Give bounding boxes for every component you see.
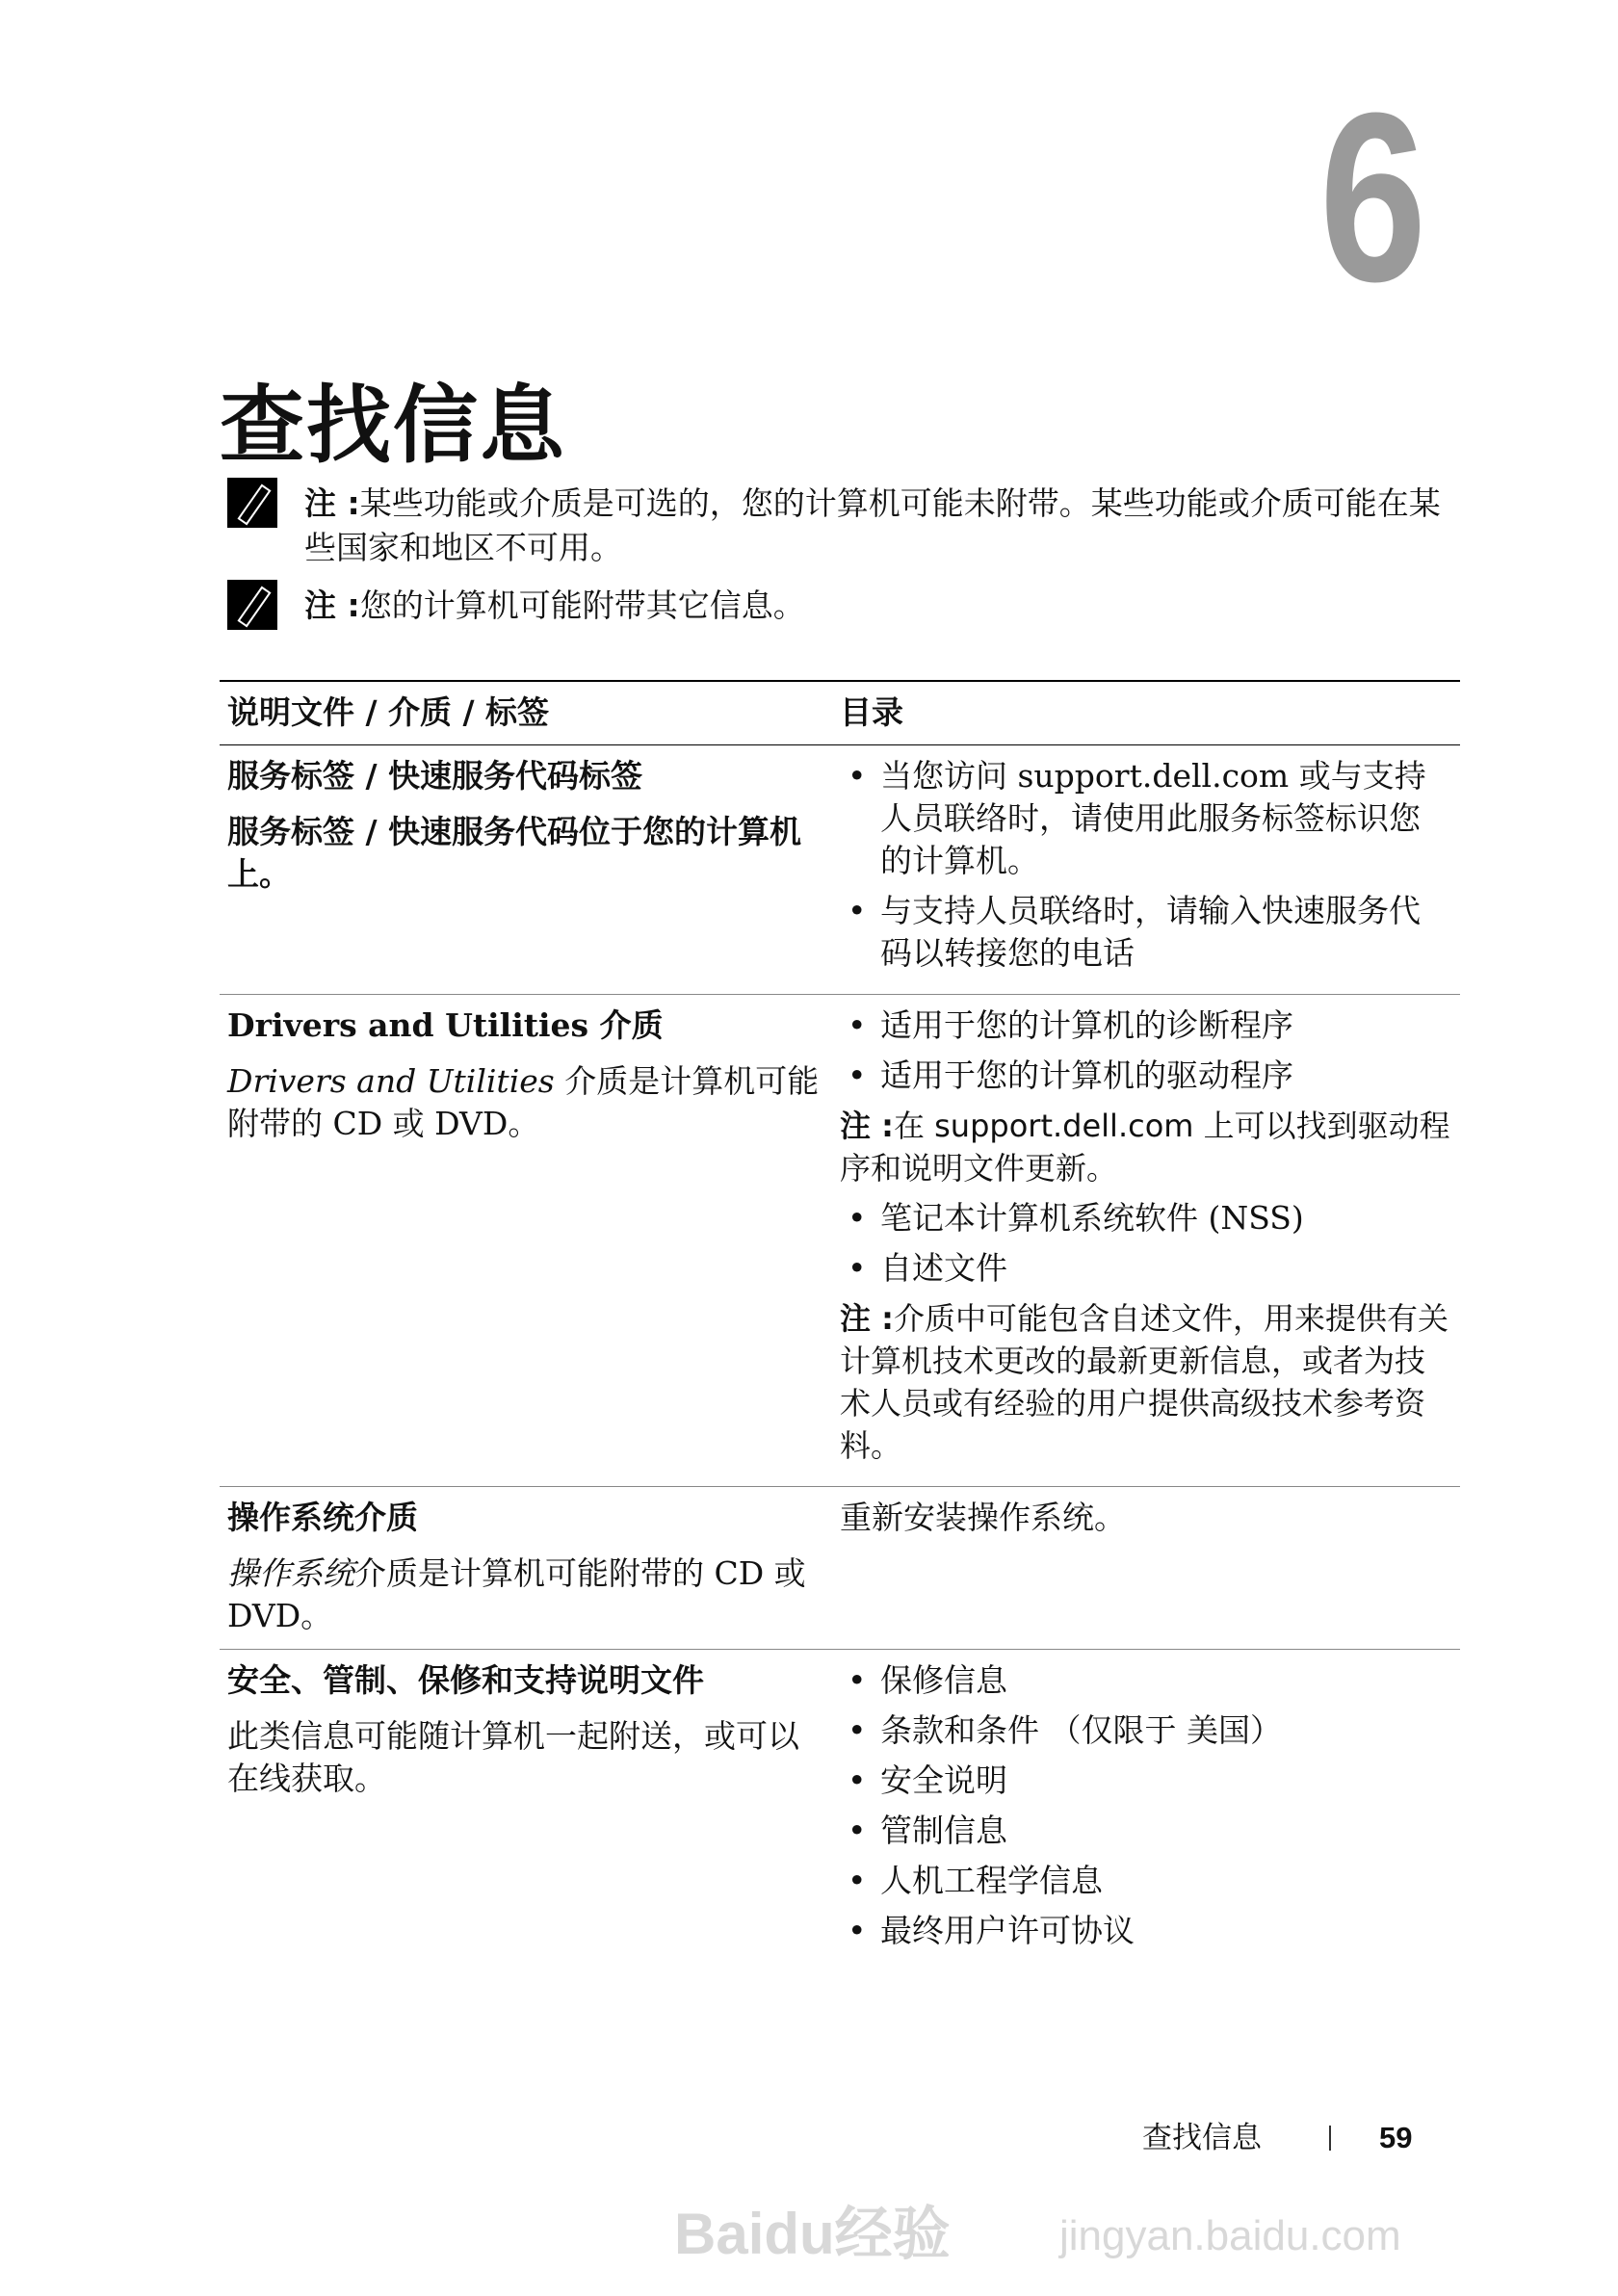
- row-desc: 介质是计算机可能附带的 CD 或 DVD。: [227, 1062, 820, 1142]
- note-text: 某些功能或介质是可选的，您的计算机可能未附带。某些功能或介质可能在某些国家和地区不可用。: [304, 484, 1441, 566]
- page-footer: [1142, 2119, 1412, 2157]
- note-text: 介质中可能包含自述文件，用来提供有关计算机技术更改的最新更新信息，或者为技术人员或有经验的用户提供高级技术参考资料。: [840, 1300, 1448, 1464]
- page-number: 59: [1379, 2121, 1413, 2154]
- pencil-note-icon: [227, 580, 277, 630]
- table-row: [220, 1650, 1460, 1971]
- note-text: 您的计算机可能附带其它信息。: [359, 587, 805, 624]
- list-item: • 适用于您的计算机的驱动程序: [840, 1055, 1450, 1097]
- note-text: 在 support.dell.com 上可以找到驱动程序和说明文件更新。: [840, 1108, 1450, 1187]
- watermark-logo: Baidu经验: [674, 2202, 951, 2266]
- row-desc-italic: 操作系统: [227, 1554, 354, 1592]
- header-cell: 目录: [840, 693, 903, 731]
- info-table: [220, 680, 1460, 1971]
- list-item: • 人机工程学信息: [840, 1860, 1450, 1902]
- note-label: 注 :: [304, 484, 360, 522]
- chapter-number: 6: [1319, 63, 1427, 331]
- row-title: 安全、管制、保修和支持说明文件: [227, 1661, 704, 1699]
- list-item: • 笔记本计算机系统软件 (NSS): [840, 1197, 1450, 1239]
- list-item: • 保修信息: [840, 1659, 1450, 1702]
- page-title: 查找信息: [220, 376, 567, 475]
- watermark-url: jingyan.baidu.com: [1059, 2212, 1401, 2259]
- note: [227, 482, 1470, 570]
- note-label: 注 :: [840, 1300, 894, 1337]
- list-item: • 条款和条件 （仅限于 美国）: [840, 1709, 1450, 1752]
- row-title: 操作系统介质: [227, 1499, 418, 1536]
- list-item: • 管制信息: [840, 1810, 1450, 1852]
- pencil-note-icon: [227, 478, 277, 528]
- row-desc: 介质是计算机可能附带的 CD 或 DVD。: [227, 1554, 806, 1634]
- row-content: 重新安装操作系统。: [840, 1499, 1126, 1536]
- table-row: [220, 745, 1460, 995]
- list-item: • 自述文件: [840, 1247, 1450, 1290]
- row-desc: 服务标签 / 快速服务代码位于您的计算机上。: [227, 813, 802, 893]
- list-item: • 安全说明: [840, 1760, 1450, 1802]
- list-item: • 最终用户许可协议: [840, 1910, 1450, 1952]
- table-header: [220, 682, 1460, 745]
- header-cell: 说明文件 / 介质 / 标签: [227, 693, 550, 731]
- footer-divider: [1329, 2126, 1331, 2151]
- note-label: 注 :: [840, 1108, 894, 1144]
- table-row: [220, 1487, 1460, 1650]
- row-title: 服务标签 / 快速服务代码标签: [227, 757, 643, 795]
- list-item: • 与支持人员联络时，请输入快速服务代码以转接您的电话: [840, 890, 1450, 975]
- row-desc-italic: Drivers and Utilities: [227, 1062, 555, 1100]
- row-title: Drivers and Utilities 介质: [227, 1006, 664, 1044]
- note-label: 注 :: [304, 587, 360, 624]
- list-item: • 当您访问 support.dell.com 或与支持人员联络时，请使用此服务标签标识您的计算机。: [840, 755, 1450, 882]
- footer-section: 查找信息: [1142, 2121, 1262, 2155]
- list-item: • 适用于您的计算机的诊断程序: [840, 1004, 1450, 1047]
- note: [227, 584, 1470, 630]
- table-row: [220, 995, 1460, 1487]
- row-desc: 此类信息可能随计算机一起附送，或可以在线获取。: [227, 1717, 799, 1797]
